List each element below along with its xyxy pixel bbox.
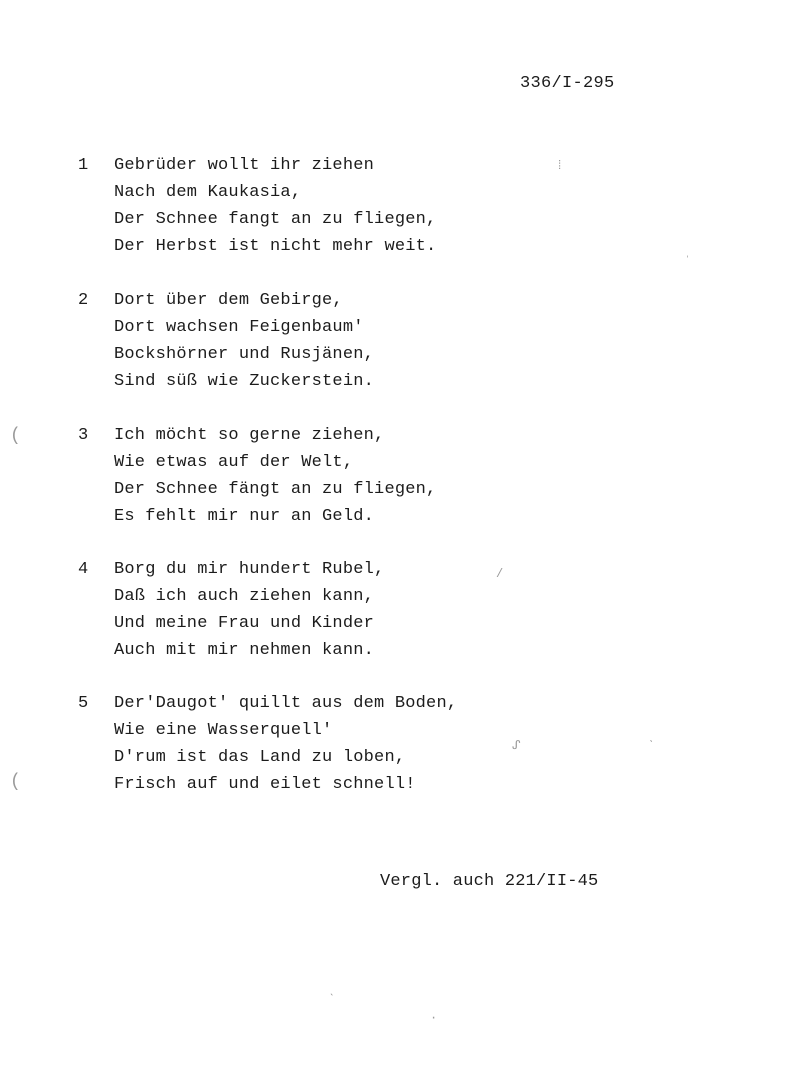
stanza-number: 1 — [78, 156, 89, 175]
page-reference: 336/I-295 — [520, 74, 615, 93]
scan-speck: ( — [10, 772, 21, 792]
scan-speck: ᔑ — [512, 739, 521, 753]
verse-line: Nach dem Kaukasia, — [114, 183, 302, 202]
verse-line: Dort über dem Gebirge, — [114, 291, 343, 310]
scan-speck: ˎ — [328, 983, 336, 997]
verse-line: Sind süß wie Zuckerstein. — [114, 372, 375, 391]
verse-line: Der Herbst ist nicht mehr weit. — [114, 237, 437, 256]
verse-line: Der Schnee fangt an zu fliegen, — [114, 210, 437, 229]
stanza-number: 3 — [78, 426, 89, 445]
cross-reference: Vergl. auch 221/II-45 — [380, 872, 599, 891]
verse-line: Ich möcht so gerne ziehen, — [114, 426, 385, 445]
stanza-number: 5 — [78, 694, 89, 713]
scan-speck: ⁞ — [556, 159, 564, 173]
verse-line: Bockshörner und Rusjänen, — [114, 345, 375, 364]
verse-line: Dort wachsen Feigenbaum' — [114, 318, 364, 337]
stanza-lines — [114, 690, 457, 798]
stanza-lines — [114, 422, 436, 530]
stanza-lines — [114, 287, 374, 395]
scan-speck: / — [496, 567, 504, 581]
verse-line: D'rum ist das Land zu loben, — [114, 748, 406, 767]
scan-speck: ˌ — [684, 245, 692, 259]
verse-line: Daß ich auch ziehen kann, — [114, 587, 375, 606]
verse-line: Der Schnee fängt an zu fliegen, — [114, 480, 437, 499]
verse-line: Borg du mir hundert Rubel, — [114, 560, 385, 579]
verse-line: Gebrüder wollt ihr ziehen — [114, 156, 375, 175]
verse-line: Wie eine Wasserquell' — [114, 721, 333, 740]
verse-line: Der'Daugot' quillt aus dem Boden, — [114, 694, 458, 713]
scan-speck: ( — [10, 426, 21, 446]
stanza-number: 2 — [78, 291, 89, 310]
stanza-lines — [114, 152, 436, 260]
stanza-lines — [114, 556, 384, 664]
verse-line: Wie etwas auf der Welt, — [114, 453, 354, 472]
verse-line: Und meine Frau und Kinder — [114, 614, 375, 633]
verse-line: Auch mit mir nehmen kann. — [114, 641, 375, 660]
stanza-number: 4 — [78, 560, 89, 579]
verse-line: Frisch auf und eilet schnell! — [114, 775, 416, 794]
scan-speck: · — [430, 1011, 438, 1025]
verse-line: Es fehlt mir nur an Geld. — [114, 507, 375, 526]
scan-speck: ˋ — [648, 739, 656, 753]
